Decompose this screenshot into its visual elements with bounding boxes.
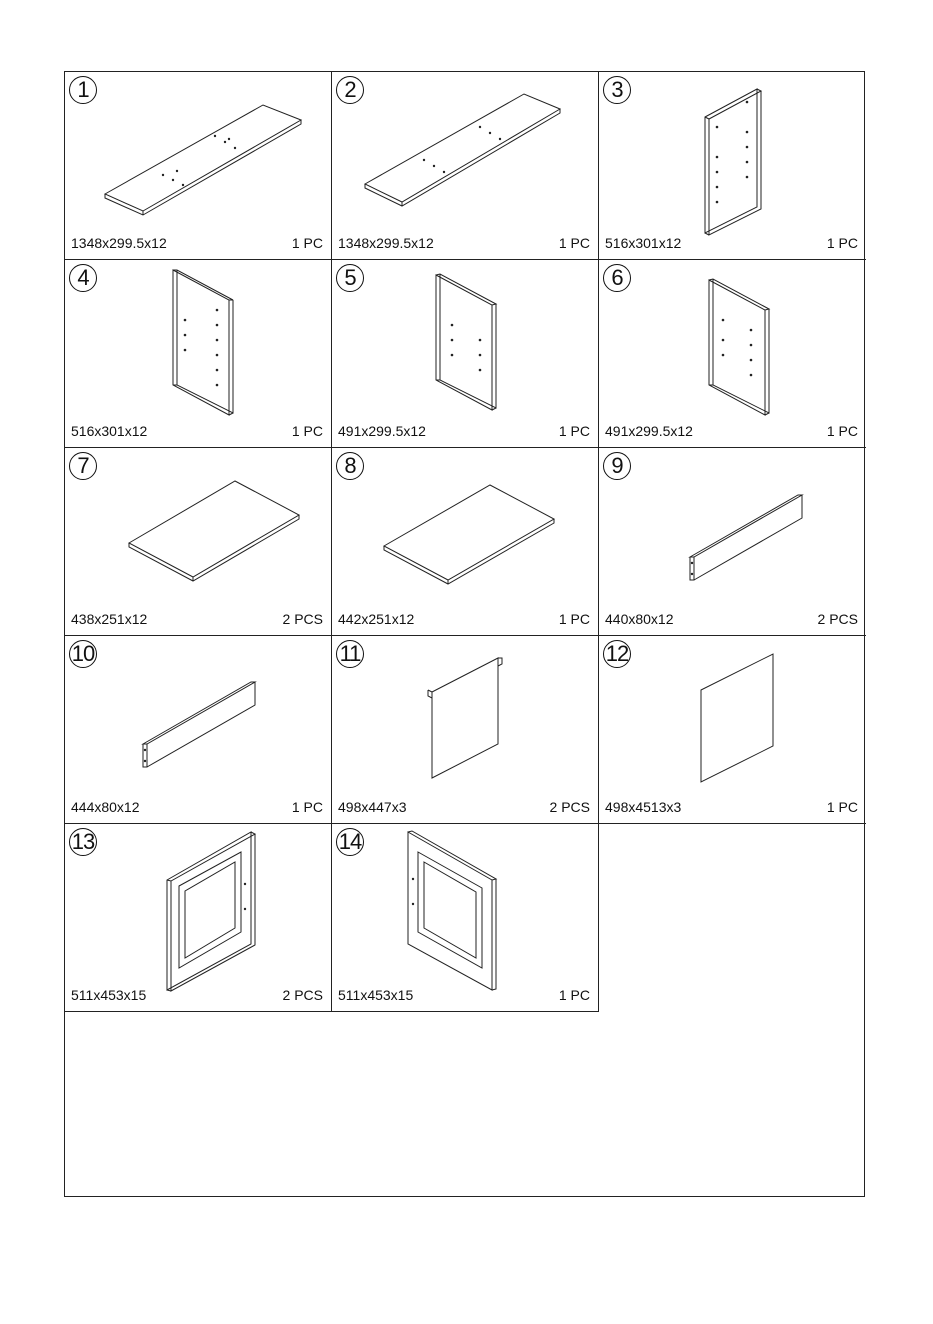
part-dimensions: 442x251x12 [338,611,415,627]
divider-panel-icon [332,260,599,448]
part-quantity: 1 PC [826,235,858,251]
part-number-badge: 6 [603,264,631,292]
part-number-badge: 2 [336,76,364,104]
part-dimensions: 440x80x12 [605,611,674,627]
part-quantity: 1 PC [826,799,858,815]
part-number-badge: 11 [336,640,364,668]
part-cell-11 [332,636,599,824]
part-cell-14 [332,824,599,1012]
long-bottom-board-icon [332,72,599,260]
long-top-board-icon [65,72,332,260]
part-dimensions: 511x453x15 [71,987,147,1003]
side-panel-icon [599,72,866,260]
part-quantity: 2 PCS [282,611,323,627]
part-cell-13 [65,824,332,1012]
shelf-board-icon [332,448,599,636]
part-number-badge: 14 [336,828,364,856]
part-cell-10 [65,636,332,824]
part-dimensions: 498x4513x3 [605,799,682,815]
part-number-badge: 5 [336,264,364,292]
part-cell-7 [65,448,332,636]
parts-list-sheet [64,71,865,1197]
part-cell-4 [65,260,332,448]
part-number-badge: 1 [69,76,97,104]
part-number-badge: 8 [336,452,364,480]
part-quantity: 1 PC [558,235,590,251]
part-dimensions: 511x453x15 [338,987,414,1003]
part-dimensions: 1348x299.5x12 [71,235,167,251]
back-panel-icon [599,636,866,824]
part-cell-2 [332,72,599,260]
part-number-badge: 7 [69,452,97,480]
part-dimensions: 444x80x12 [71,799,140,815]
part-cell-6 [599,260,866,448]
back-panel-icon [332,636,599,824]
part-dimensions: 1348x299.5x12 [338,235,434,251]
part-dimensions: 516x301x12 [71,423,148,439]
part-cell-8 [332,448,599,636]
part-number-badge: 13 [69,828,97,856]
part-quantity: 2 PCS [549,799,590,815]
part-quantity: 1 PC [291,235,323,251]
part-cell-9 [599,448,866,636]
rail-board-icon [65,636,332,824]
part-quantity: 1 PC [826,423,858,439]
divider-panel-icon [599,260,866,448]
part-quantity: 2 PCS [282,987,323,1003]
part-dimensions: 516x301x12 [605,235,682,251]
door-panel-icon [65,824,332,1012]
rail-board-icon [599,448,866,636]
part-dimensions: 491x299.5x12 [605,423,693,439]
part-cell-1 [65,72,332,260]
part-number-badge: 12 [603,640,631,668]
part-quantity: 1 PC [291,423,323,439]
door-panel-icon [332,824,599,1012]
part-quantity: 1 PC [291,799,323,815]
part-dimensions: 498x447x3 [338,799,407,815]
part-cell-5 [332,260,599,448]
part-number-badge: 4 [69,264,97,292]
part-quantity: 1 PC [558,611,590,627]
part-dimensions: 491x299.5x12 [338,423,426,439]
part-cell-3 [599,72,866,260]
part-number-badge: 3 [603,76,631,104]
part-quantity: 1 PC [558,423,590,439]
shelf-board-icon [65,448,332,636]
part-quantity: 1 PC [558,987,590,1003]
part-number-badge: 9 [603,452,631,480]
side-panel-icon [65,260,332,448]
part-cell-12 [599,636,866,824]
part-number-badge: 10 [69,640,97,668]
part-quantity: 2 PCS [817,611,858,627]
part-dimensions: 438x251x12 [71,611,148,627]
